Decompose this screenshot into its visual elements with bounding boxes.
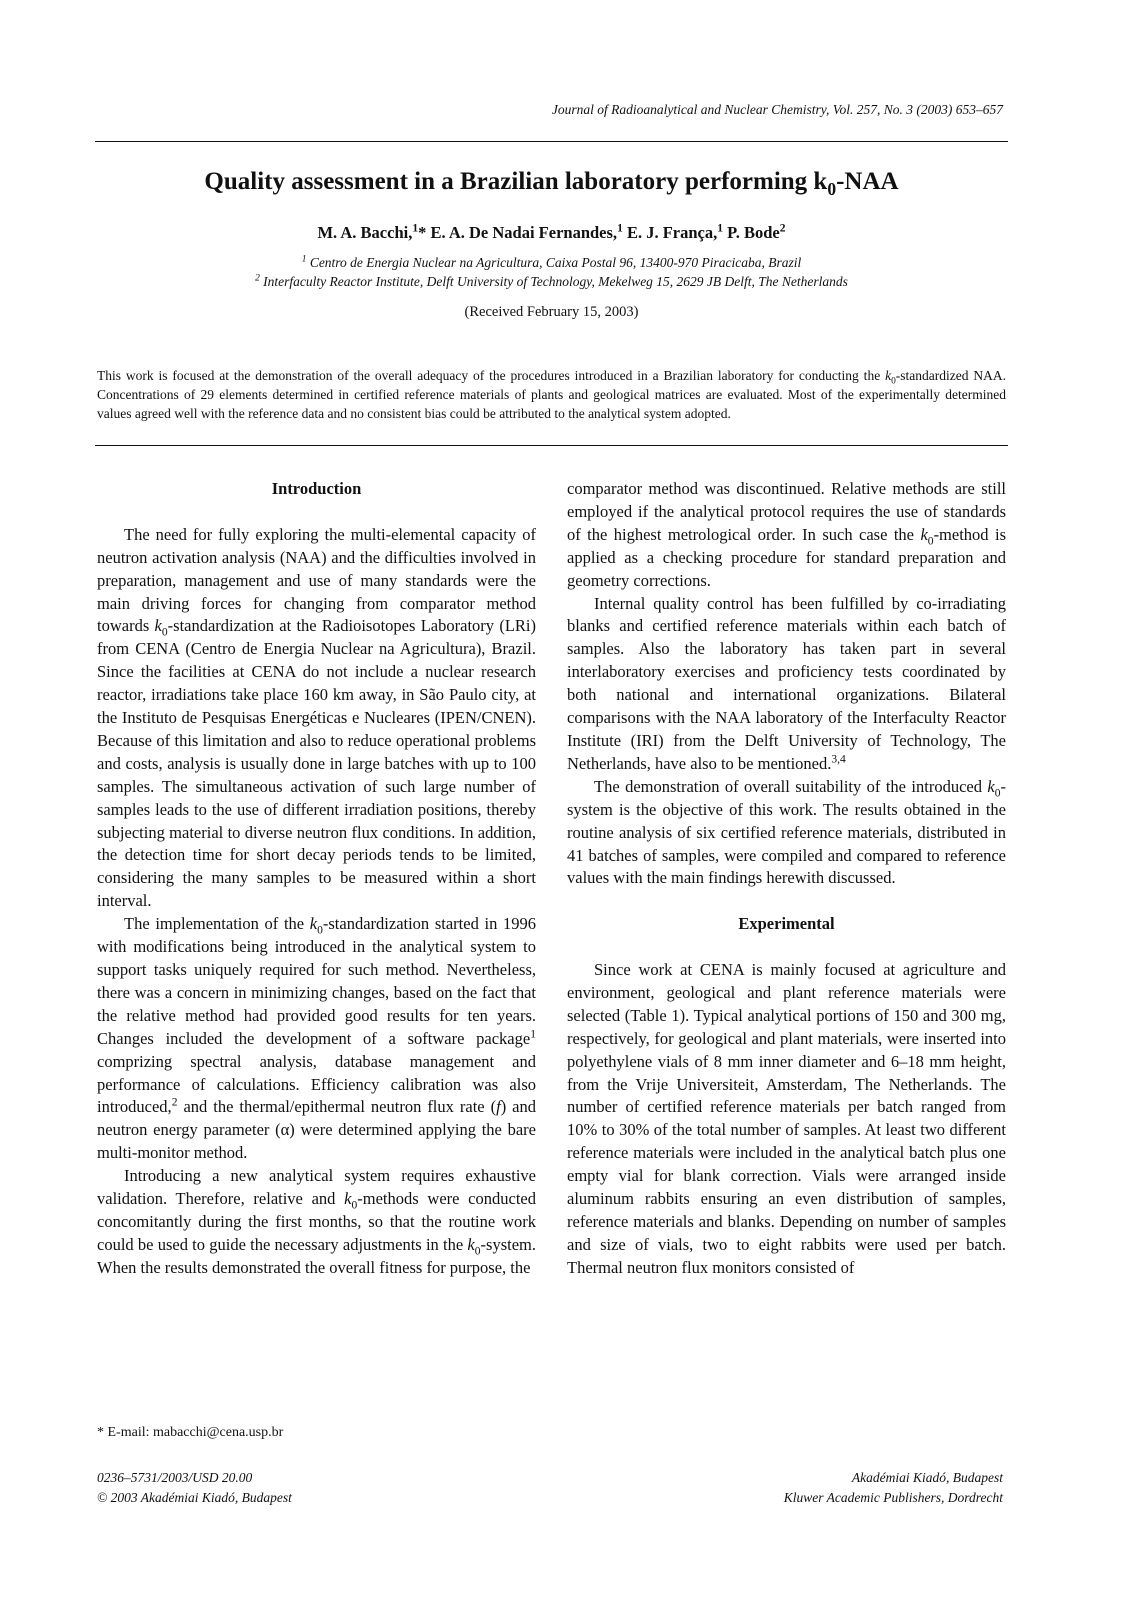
citation-ref: 3,4	[831, 753, 846, 766]
k-symbol: k	[920, 524, 928, 544]
footer-right	[784, 1468, 1003, 1508]
subscript: 0	[474, 1245, 481, 1258]
subscript: 0	[994, 787, 1001, 800]
author-affil-mark: 2	[779, 222, 786, 235]
k-symbol: k	[467, 1234, 475, 1254]
citation-ref: 1	[530, 1028, 536, 1041]
subscript: 0	[317, 924, 323, 937]
paragraph-text: -system is the objective of this work. The results obtained in the routine analysis of six certified reference materials, distributed in 41 batches of samples, were compiled and compared to reference values with the main findings herewith discussed.	[567, 776, 1006, 888]
k-symbol: k	[987, 776, 995, 796]
paragraph-text: Introducing a new analytical system requires exhaustive validation. Therefore, relative and	[97, 1166, 536, 1209]
affiliation-text: Interfaculty Reactor Institute, Delft University of Technology, Mekelweg 15, 2629 JB Delft, The Netherlands	[263, 274, 848, 289]
paragraph-text: and the thermal/epithermal neutron flux rate (	[177, 1097, 497, 1117]
paragraph-text: -system. When the results demonstrated the overall fitness for purpose, the	[97, 1234, 536, 1277]
affiliation	[95, 272, 1008, 291]
author-name: P. Bode	[727, 223, 780, 242]
author-affil-mark: 1	[617, 222, 623, 235]
section-heading-experimental: Experimental	[738, 914, 835, 934]
author-affil-mark: 1	[412, 222, 419, 235]
paragraph-text: -standardization at the Radioisotopes Laboratory (LRi) from CENA (Centro de Energia Nuclear na Agricultura), Brazil. Since the facilities at CENA do not include a nuclear research reactor, irradiations take place 160 km away, in São Paulo city, at the Instituto de Pesquisas Energéticas e Nucleares (IPEN/CNEN). Because of this limitation and also to reduce operational problems and costs, analysis is usually done in large batches with up to 100 samples. The simultaneous activation of such large number of samples leads to the use of different irradiation positions, thereby subjecting material to diverse neutron flux conditions. In addition, the detection time for short decay periods tends to be limited, considering the many samples to be measured within a short interval.	[97, 616, 536, 911]
header-rule	[95, 141, 1008, 142]
citation-ref: 2	[171, 1096, 178, 1109]
paragraph-text: -method is applied as a checking procedure for standard preparation and geometry corrections.	[567, 524, 1006, 590]
subscript: 0	[351, 1199, 358, 1212]
abstract-rule	[95, 445, 1008, 446]
affiliation-text: Centro de Energia Nuclear na Agricultura, Caixa Postal 96, 13400-970 Piracicaba, Brazil	[309, 255, 802, 270]
intro-paragraph-5	[567, 776, 1006, 891]
title-text: Quality assessment in a Brazilian laboratory performing k	[204, 168, 828, 195]
abstract-text: -standardized NAA. Concentrations of 29 elements determined in certified reference materials of plants and geological matrices are evaluated. Most of the experimentally determined values agreed well with the reference data and no consistent bias could be attributed to the analytical system adopted.	[97, 368, 1006, 421]
subscript: 0	[927, 535, 934, 548]
abstract-text: This work is focused at the demonstration of the overall adequacy of the procedures introduced in a Brazilian laboratory for conducting the	[97, 368, 886, 383]
footer-left	[97, 1468, 292, 1508]
section-heading-introduction: Introduction	[271, 479, 362, 498]
copyright: © 2003 Akadémiai Kiadó, Budapest	[97, 1490, 292, 1505]
intro-paragraph-1	[97, 524, 536, 913]
abstract	[97, 366, 1006, 423]
paragraph-text: The need for fully exploring the multi-elemental capacity of neutron activation analysis (NAA) and the difficulties involved in preparation, management and use of many standards were the main driving forces for changing from comparator method towards	[97, 524, 536, 636]
k-symbol: k	[344, 1189, 352, 1209]
paragraph-text: The implementation of the	[124, 914, 310, 934]
heading-gap	[97, 501, 536, 524]
intro-paragraph-2	[97, 913, 536, 1165]
publisher-2: Kluwer Academic Publishers, Dordrecht	[783, 1490, 1003, 1505]
paragraph-text: The demonstration of overall suitability of the introduced	[594, 776, 988, 796]
author-list	[95, 223, 1008, 243]
journal-citation: Journal of Radioanalytical and Nuclear Chemistry, Vol. 257, No. 3 (2003) 653–657	[551, 102, 1003, 117]
author-name: M. A. Bacchi,	[317, 223, 413, 242]
k-symbol: k	[885, 368, 892, 383]
right-column	[567, 478, 1006, 1280]
paragraph-text: ) and neutron energy parameter (α) were determined applying the bare multi-monitor method.	[97, 1097, 536, 1163]
author-affil-mark: 1	[717, 222, 724, 235]
email-footnote: * E-mail: mabacchi@cena.usp.br	[97, 1425, 284, 1440]
author-name: E. J. França,	[626, 223, 718, 242]
received-date: (Received February 15, 2003)	[464, 304, 639, 320]
left-column	[97, 478, 536, 1280]
affiliations	[95, 253, 1008, 291]
title-suffix: -NAA	[836, 168, 899, 195]
corresponding-mark: *	[418, 223, 427, 242]
experimental-paragraph-1: Since work at CENA is mainly focused at agriculture and environment, geological and plant reference materials were selected (Table 1). Typical analytical portions of 150 and 300 mg, respectively, for geological and plant materials, were inserted into polyethylene vials of 8 mm inner diameter and 6–18 mm height, from the Vrije Universiteit, Amsterdam, The Netherlands. The number of certified reference materials per batch ranged from 10% to 30% of the total number of samples. At least two different reference materials were included in the analytical batch plus one empty vial for blank correction. Vials were arranged inside aluminum rabbits ensuring an even distribution of samples, reference materials and blanks. Depending on number of samples and size of vials, two to eight rabbits were used per batch. Thermal neutron flux monitors consisted of	[567, 960, 1006, 1277]
paragraph-text: -standardization started in 1996 with modifications being introduced in the analytical system to support tasks uniquely required for such method. Nevertheless, there was a concern in minimizing changes, based on the fact that the relative method had provided good results for ten years. Changes included the development of a software package	[97, 914, 536, 1048]
f-symbol: f	[496, 1097, 501, 1117]
paragraph-text: Internal quality control has been fulfilled by co-irradiating blanks and certified reference materials within each batch of samples. Also the laboratory has taken part in several interlaboratory exercises and proficiency tests coordinated by both national and international organizations. Bilateral comparisons with the NAA laboratory of the Interfaculty Reactor Institute (IRI) from the Delft University of Technology, The Netherlands, have also to be mentioned.	[567, 593, 1006, 773]
paragraph-text: comprizing spectral analysis, database management and performance of calculations. Efficiency calibration was also introduced,	[97, 1051, 536, 1117]
paragraph-text: -methods were conducted concomitantly during the first months, so that the routine work could be used to guide the necessary adjustments in the	[97, 1189, 536, 1254]
paper-title	[95, 168, 1008, 199]
section-gap	[567, 890, 1006, 913]
title-subscript: 0	[827, 179, 837, 199]
affiliation-number: 1	[301, 254, 307, 265]
k-symbol: k	[309, 914, 318, 934]
intro-paragraph-4	[567, 593, 1006, 776]
paragraph-text: comparator method was discontinued. Relative methods are still employed if the analytical protocol requires the use of standards of the highest metrological order. In such case the	[567, 479, 1006, 544]
subscript: 0	[891, 376, 896, 387]
affiliation-number: 2	[255, 273, 260, 284]
author-name: E. A. De Nadai Fernandes,	[430, 223, 618, 242]
issn-price: 0236–5731/2003/USD 20.00	[97, 1470, 253, 1485]
subscript: 0	[161, 626, 168, 639]
k-symbol: k	[154, 616, 162, 636]
affiliation	[95, 253, 1008, 272]
publisher-1: Akadémiai Kiadó, Budapest	[851, 1470, 1003, 1485]
intro-paragraph-3	[97, 1165, 536, 1280]
intro-paragraph-continued	[567, 478, 1006, 593]
heading-gap	[567, 936, 1006, 959]
